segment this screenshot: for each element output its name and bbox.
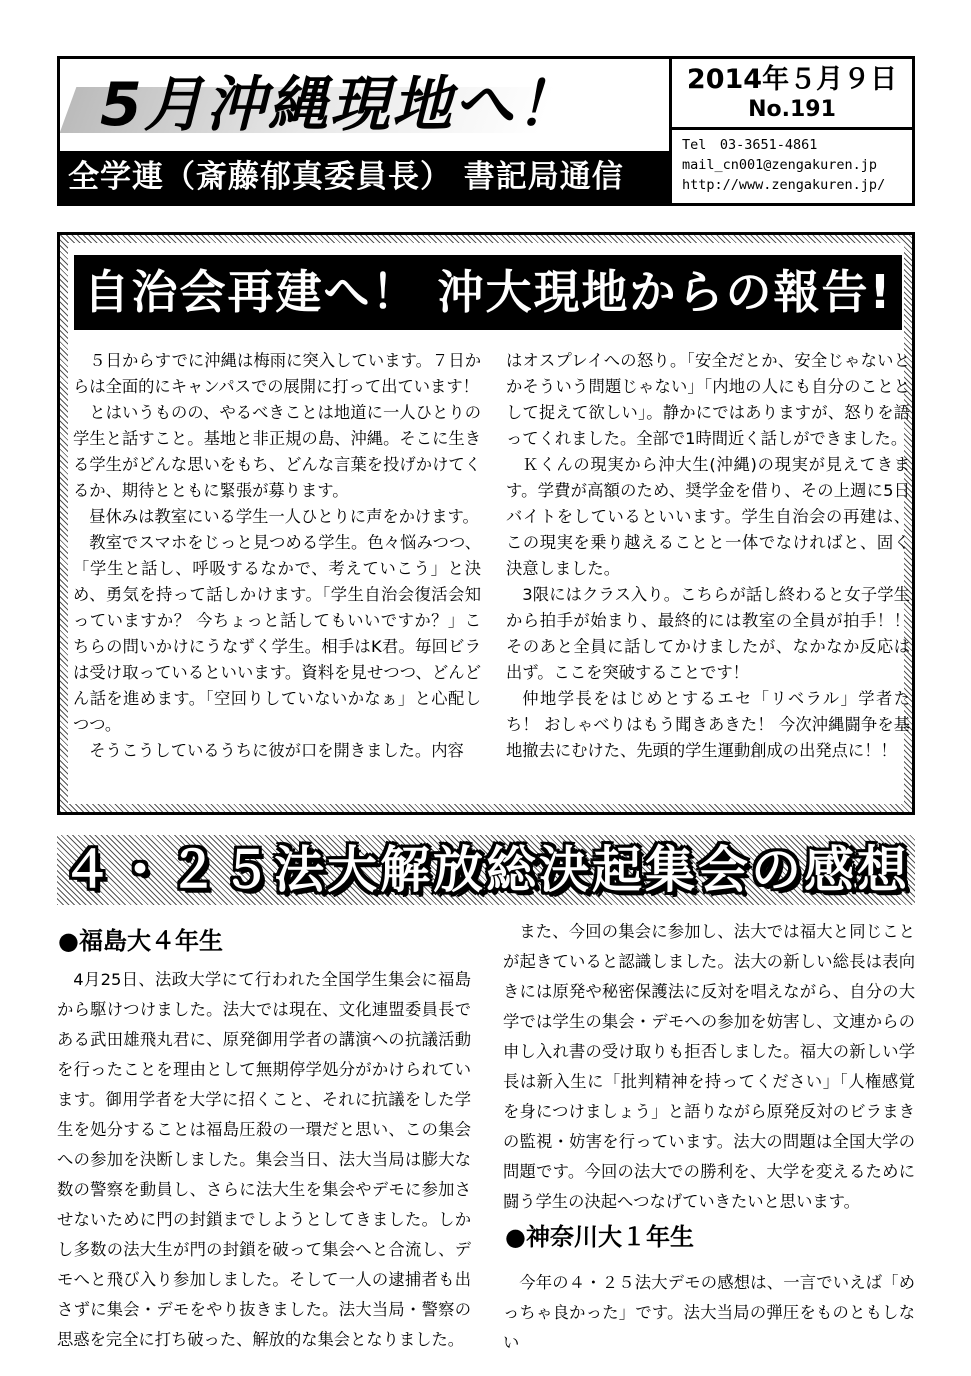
masthead [57, 56, 915, 206]
paragraph: そうこうしているうちに彼が口を開きました。内容 [89, 741, 464, 760]
paragraph: 仲地学長をはじめとするエセ「リベラル」学者たち！ おしゃべりはもう聞きあきた！ 今次沖縄闘争を基地撤去にむけた、先頭的学生運動創成の出発点に！！ [506, 689, 910, 760]
contact-info [682, 135, 910, 195]
issue-number: No.191 [748, 97, 836, 122]
paragraph: また、今回の集会に参加し、法大では福大と同じことが起きていると認識しました。法大の新しい総長は表向きには原発や秘密保護法に反対を唱えながら、自分の大学では学生の集会・デモへの参加を妨害し、文連からの申し入れ書の受け取りも拒否しました。福大の新しい学長は新入生に「批判精神を持ってください」「人権感覚を身につけましょう」と語りながら原発反対のビラまきの監視・妨害を行っています。法大の問題は全国大学の問題です。今回の法大での勝利を、大学を変えるために闘う学生の決起へつなげていきたいと思います。 [503, 922, 915, 1211]
article1-right-column [506, 348, 910, 818]
contact-mail: mail_cn001@zengakuren.jp [682, 157, 878, 173]
newsletter-subtitle: 全学連（斎藤郁真委員長） 書記局通信 [60, 151, 672, 203]
paragraph: 3限にはクラス入り。こちらが話し終わると女子学生から拍手が始まり、最終的には教室の全員が拍手！！そのあと全員に話してかけましたが、なかなか反応は出ず。ここを突破することです！ [506, 585, 910, 682]
article2-headline: ４・２５法大解放総決起集会の感想 [62, 841, 910, 899]
section-title-kanagawa: ●神奈川大１年生 [505, 1223, 694, 1251]
contact-tel: Tel 03-3651-4861 [682, 137, 818, 153]
section-title-fukushima: ●福島大４年生 [58, 927, 223, 955]
paragraph: 今年の４・２５法大デモの感想は、一言でいえば「めっちゃ良かった」です。法大当局の弾圧をものともしない [503, 1273, 915, 1352]
paragraph: はオスプレイへの怒り。「安全だとか、安全じゃないとかそういう問題じゃない」「内地の人にも自分のこととして捉えて欲しい」。静かにではありますが、怒りを語ってくれました。全部で1時間近く話しができました。 [506, 351, 910, 448]
title-box [60, 59, 672, 151]
issue-date-box [672, 59, 912, 130]
article2-headline-band [57, 835, 915, 905]
article2-left-column [57, 965, 471, 1365]
paragraph: 教室でスマホをじっと見つめる学生。色々悩みつつ、「学生と話し、呼吸するなかで、考えていこう」と決め、勇気を持って話しかけます。「学生自治会復活会知っていますか？ 今ちょっと話してもいいですか？」こちらの問いかけにうなずく学生。相手はK君。毎回ビラは受け取っているといいます。資料を見せつつ、どんどん話を進めます。「空回りしていないかなぁ」と心配しつつ。 [73, 533, 481, 734]
paragraph: Ｋくんの現実から沖大生(沖縄)の現実が見えてきます。学費が高額のため、奨学金を借り、その上週に5日バイトをしているといいます。学生自治会の再建は、この現実を乗り越えることと一体でなければと、固く決意しました。 [506, 455, 910, 578]
paragraph: ５日からすでに沖縄は梅雨に突入しています。７日からは全面的にキャンパスでの展開に打って出ています！ [73, 351, 481, 396]
article2-right-column [503, 917, 915, 1211]
paragraph: 昼休みは教室にいる学生一人ひとりに声をかけます。 [89, 507, 479, 526]
article1-headline: 自治会再建へ！ 沖大現地からの報告! [74, 255, 902, 330]
article-okidai-report [57, 232, 915, 815]
article1-left-column [73, 348, 481, 818]
article3-right-column [503, 1268, 915, 1352]
paragraph: とはいうものの、やるべきことは地道に一人ひとりの学生と話すこと。基地と非正規の島、沖縄。そこに生きる学生がどんな思いをもち、どんな言葉を投げかけてくるか、期待とともに緊張が募ります。 [73, 403, 481, 500]
contact-url: http://www.zengakuren.jp/ [682, 177, 886, 193]
issue-date: 2014年５月９日 [686, 64, 898, 95]
newsletter-title: 5月沖縄現地へ！ [100, 70, 578, 140]
paragraph: 4月25日、法政大学にて行われた全国学生集会に福島から駆けつけました。法大では現在、文化連盟委員長である武田雄飛丸君に、原発御用学者の講演への抗議活動を行ったことを理由として無期停学処分がかけられています。御用学者を大学に招くこと、それに抗議をした学生を処分することは福島圧殺の一環だと思い、この集会への参加を決断しました。集会当日、法大当局は膨大な数の警察を動員し、さらに法大生を集会やデモに参加させないために門の封鎖までしようとしてきました。しかし多数の法大生が門の封鎖を破って集会へと合流し、デモへと飛び入り参加しました。そして一人の逮捕者も出さずに集会・デモをやり抜きました。法大当局・警察の思惑を完全に打ち破った、解放的な集会となりました。 [57, 970, 471, 1349]
